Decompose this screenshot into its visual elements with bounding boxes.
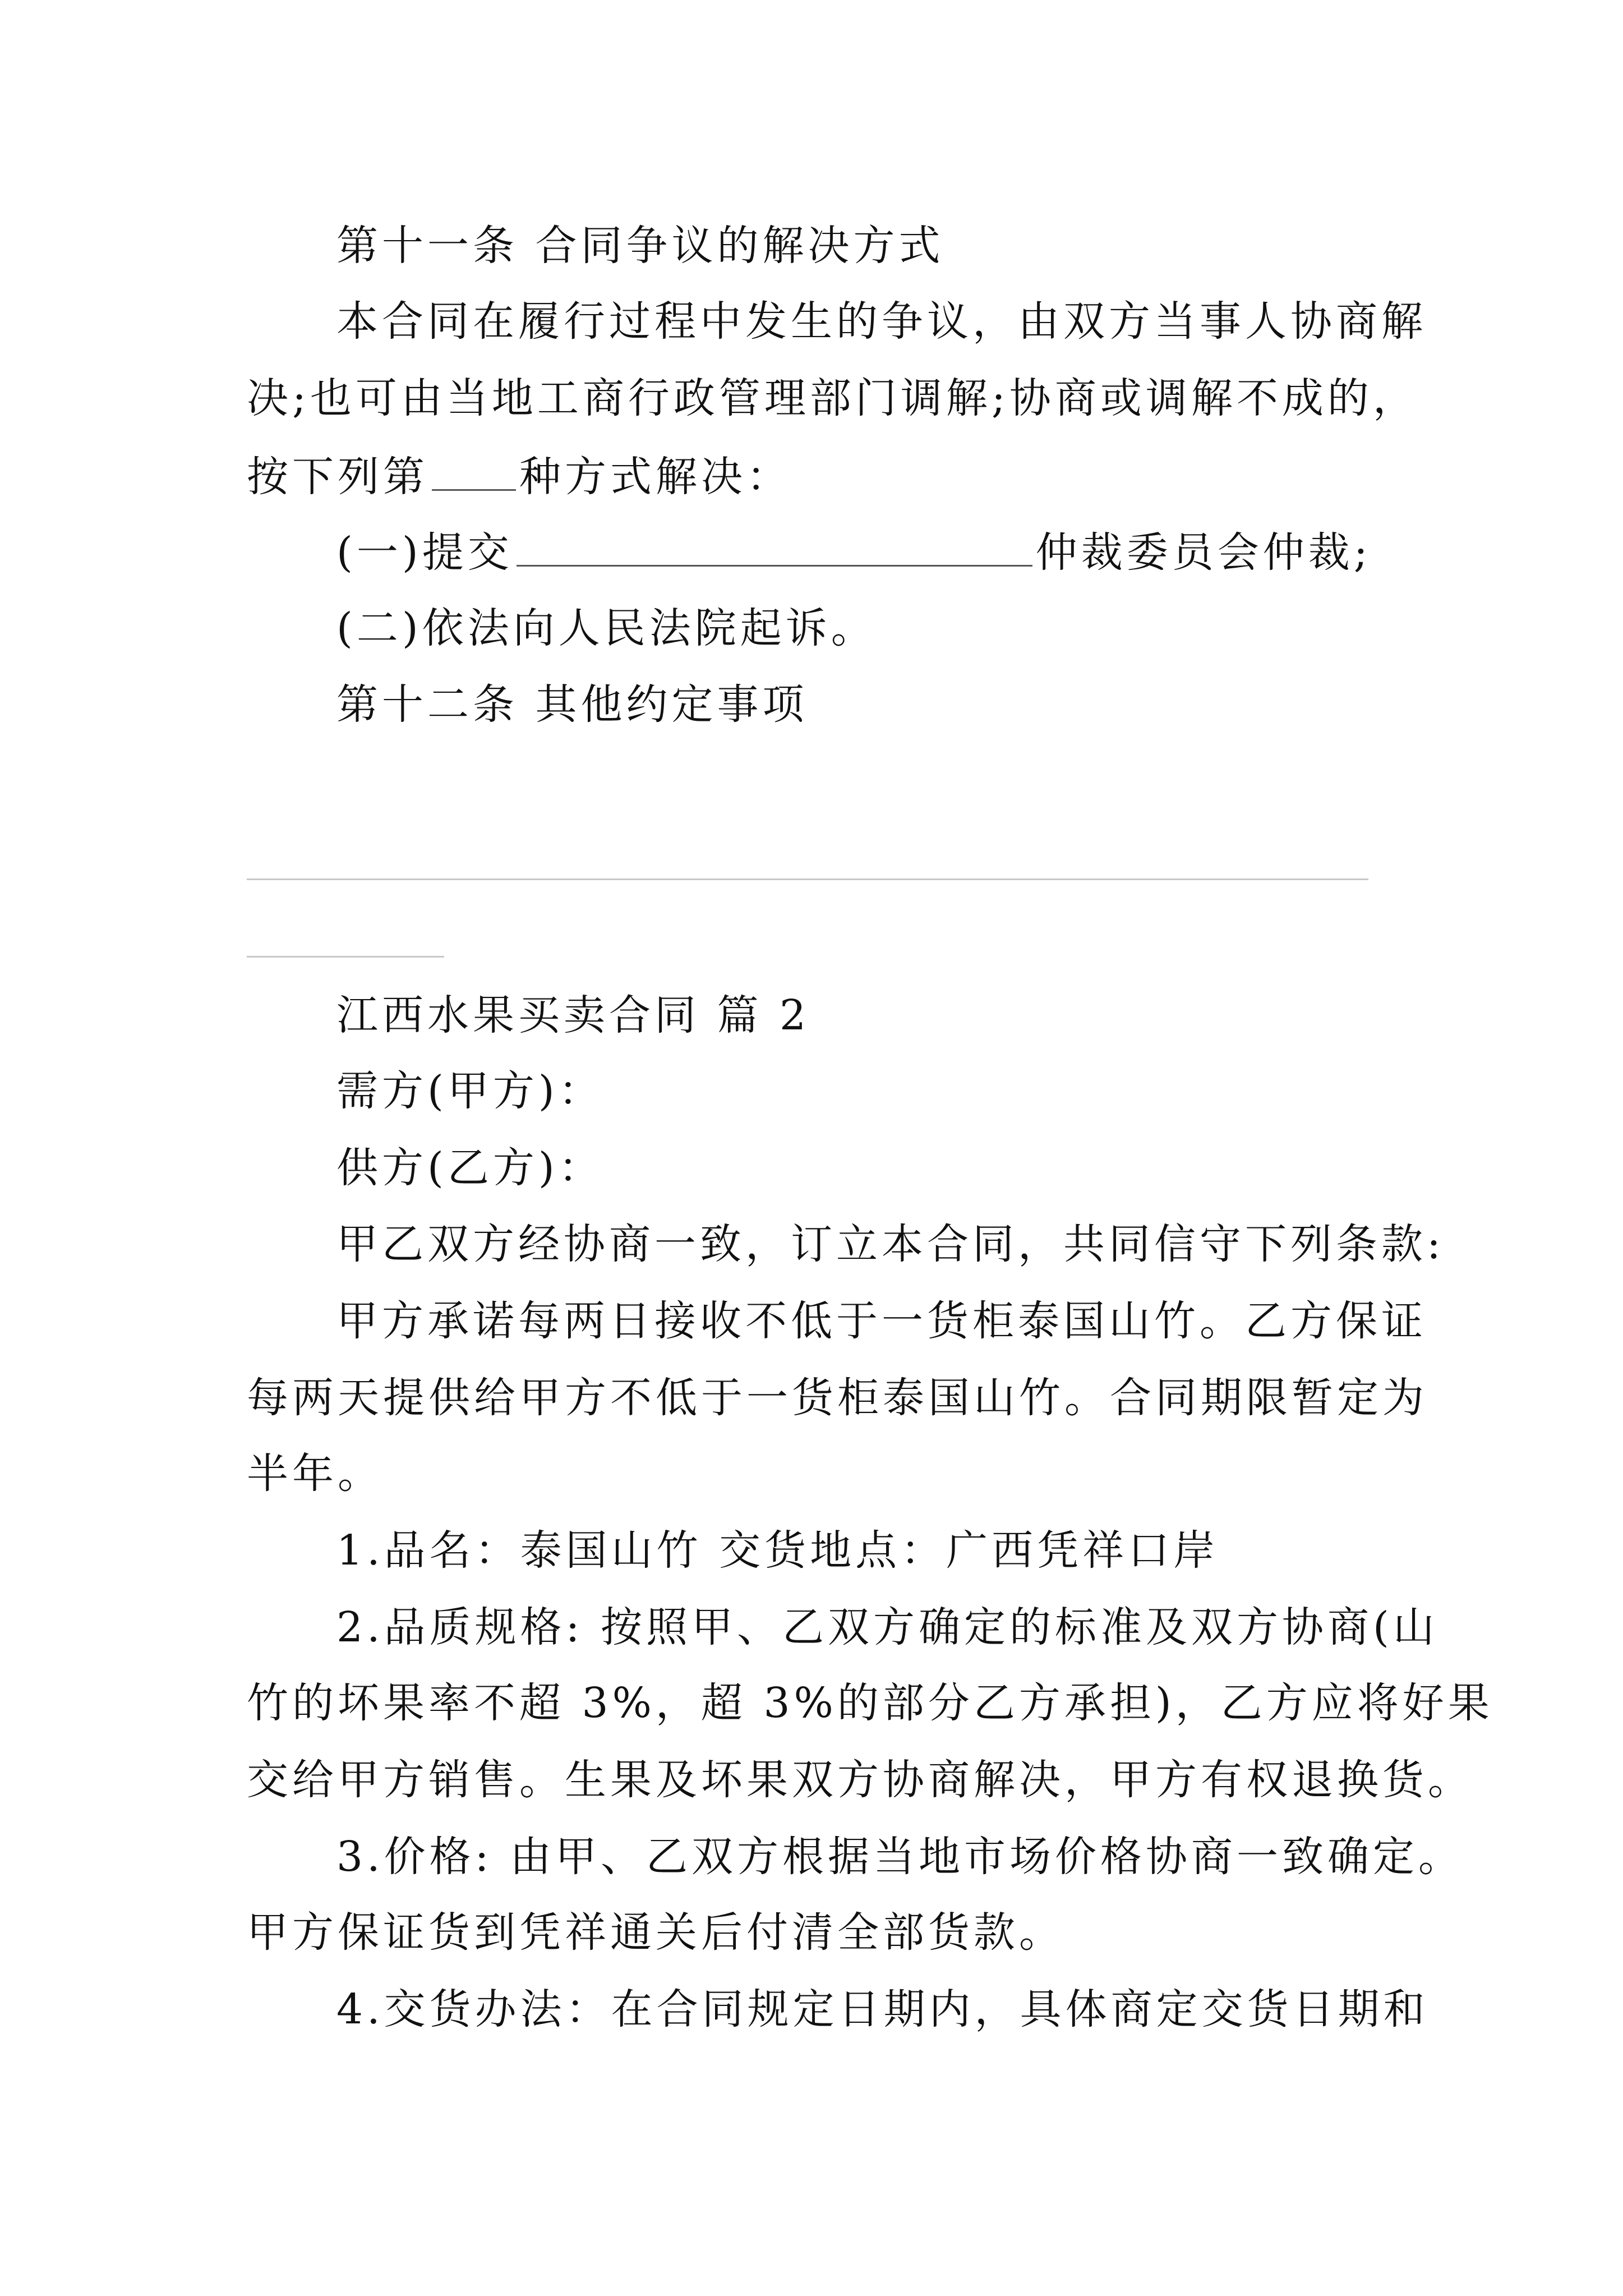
section11-heading: 第十一条 合同争议的解决方式 <box>336 222 944 270</box>
buyer-label: 需方(甲方)： <box>336 1067 604 1115</box>
para-line3-before: 按下列第 <box>247 453 428 501</box>
contract2-intro: 甲乙双方经协商一致，订立本合同，共同信守下列条款: <box>336 1220 1445 1268</box>
blank-fill-line <box>247 878 1368 880</box>
item-product-name: 1.品名：泰国山竹 交货地点：广西凭祥口岸 <box>336 1526 1219 1575</box>
item-price-line2: 甲方保证货到凭祥通关后付清全部货款。 <box>247 1908 1064 1957</box>
section11-para-line3 <box>247 448 792 505</box>
para-line3-after: 种方式解决： <box>519 453 792 501</box>
commit-line3: 半年。 <box>247 1450 383 1498</box>
item-quality-line2: 竹的坏果率不超 3%，超 3%的部分乙方承担)，乙方应将好果 <box>247 1679 1493 1727</box>
option-arbitration <box>336 523 1372 581</box>
commit-line2: 每两天提供给甲方不低于一货柜泰国山竹。合同期限暂定为 <box>247 1374 1428 1422</box>
item-quality-line1: 2.品质规格: 按照甲、乙双方确定的标准及双方协商(山 <box>336 1603 1438 1651</box>
item-delivery-line1: 4.交货办法：在合同规定日期内，具体商定交货日期和 <box>336 1985 1429 2033</box>
section12-heading: 第十二条 其他约定事项 <box>336 680 808 729</box>
method-number-blank <box>432 448 516 491</box>
option1-before: (一)提交 <box>336 528 513 577</box>
item-quality-line3: 交给甲方销售。生果及坏果双方协商解决，甲方有权退换货。 <box>247 1756 1473 1804</box>
item-price-line1: 3.价格: 由甲、乙双方根据当地市场价格协商一致确定。 <box>336 1833 1464 1881</box>
option-court: (二)依法向人民法院起诉。 <box>336 604 877 652</box>
arbitration-committee-blank <box>517 523 1032 567</box>
blank-fill-line-short <box>247 956 444 958</box>
seller-label: 供方(乙方)： <box>336 1144 604 1192</box>
section11-para-line2: 决;也可由当地工商行政管理部门调解;协商或调解不成的， <box>247 374 1418 422</box>
contract2-title: 江西水果买卖合同 篇 2 <box>336 991 810 1039</box>
commit-line1: 甲方承诺每两日接收不低于一货柜泰国山竹。乙方保证 <box>336 1297 1427 1345</box>
option1-after: 仲裁委员会仲裁; <box>1035 528 1372 577</box>
section11-para-line1: 本合同在履行过程中发生的争议，由双方当事人协商解 <box>336 297 1427 346</box>
